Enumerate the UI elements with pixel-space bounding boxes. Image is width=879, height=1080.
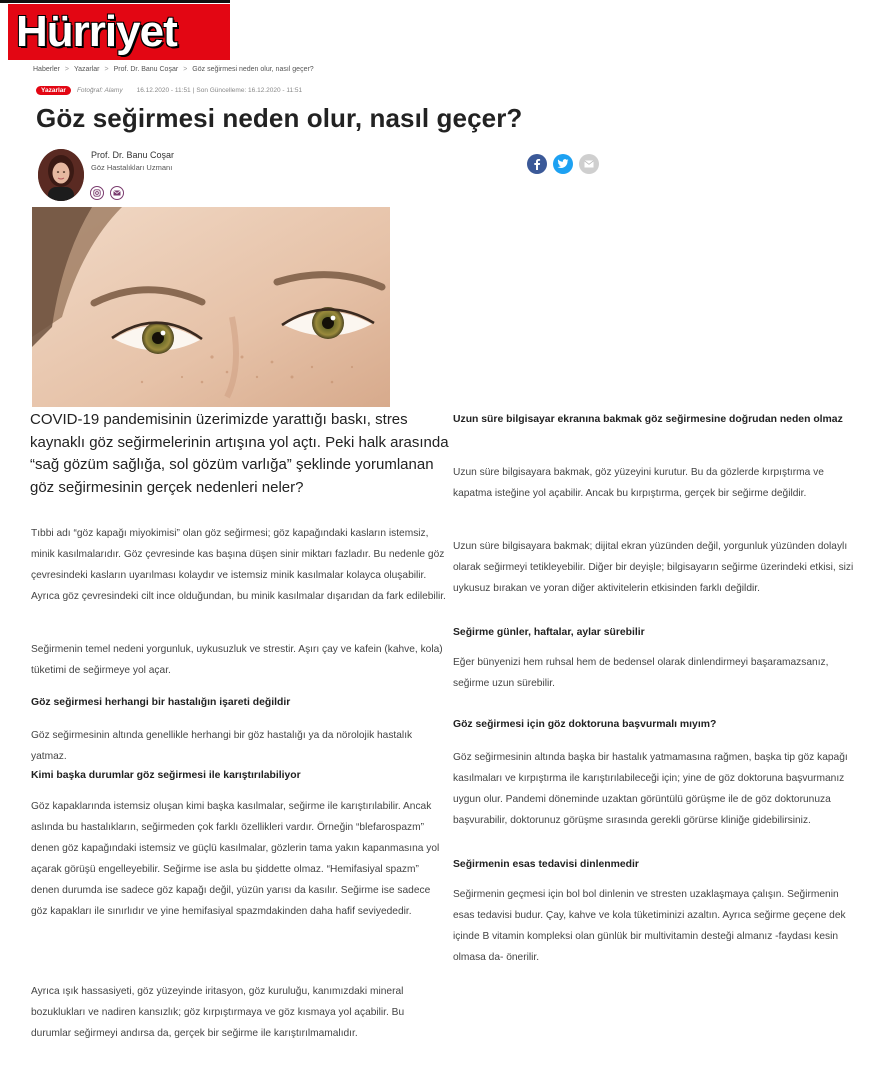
breadcrumb-item-home[interactable]: Haberler <box>33 66 60 73</box>
breadcrumb <box>33 66 314 73</box>
right-paragraph-2: Uzun süre bilgisayara bakmak; dijital ekran yüzünden değil, yorgunluk yüzünden dolaylı olarak seğirmeyi tetikleyebilir. Diğer bir deyişle; bilgisayarın seğirme üzerindeki etkisi, sizi uykusuz bırakan ve yoran diğer aktivitelerin etkisinden farklı değildir. <box>453 541 854 594</box>
left-heading-1: Göz seğirmesi herhangi bir hastalığın işareti değildir <box>31 697 291 708</box>
logo-top-border <box>0 0 230 3</box>
twitter-icon[interactable] <box>553 154 573 174</box>
left-paragraph-5: Ayrıca ışık hassasiyeti, göz yüzeyinde iritasyon, göz kuruluğu, kanımızdaki mineral bozuklukları ve nadiren kansızlık; göz kırpıştırmaya ve göz kısmaya yol açabilir. Bu durumlar seğirmeyi andırsa da, gerçek bir seğirme ile karıştırılmamalıdır. <box>31 986 405 1039</box>
article-meta <box>36 85 302 96</box>
site-logo[interactable] <box>8 4 230 60</box>
right-heading-2: Seğirme günler, haftalar, aylar sürebilir <box>453 627 645 638</box>
category-badge[interactable]: Yazarlar <box>36 86 71 95</box>
left-heading-2: Kimi başka durumlar göz seğirmesi ile karıştırılabiliyor <box>31 770 301 781</box>
right-paragraph-4: Göz seğirmesinin altında başka bir hastalık yatmamasına rağmen, başka tip göz kapağı kasılmaları ve kırpıştırma ile karıştırılabileceği için; yine de göz doktoruna başvurmanız uygun olur. Pandemi döneminde uzaktan görüntülü görüşme ile de göz doktorunuza başvurabilir, doktorunuz görüşme sırasında gerekli görürse kliniğe gidebilirsiniz. <box>453 752 848 826</box>
right-paragraph-5: Seğirmenin geçmesi için bol bol dinlenin ve stresten uzaklaşmaya çalışın. Seğirmenin esas tedavisi budur. Çay, kahve ve kola tüketiminizi azaltın. Ayrıca seğirme geçene dek içinde B vitamin kompleksi olan günlük bir multivitamin desteği almanız -faydası kesin olmasa da- önerilir. <box>453 889 846 963</box>
right-paragraph-3: Eğer bünyenizi hem ruhsal hem de bedensel olarak dinlendirmeyi başaramazsanız, seğirme uzun sürebilir. <box>453 657 829 689</box>
mail-share-icon[interactable] <box>579 154 599 174</box>
left-paragraph-3: Göz seğirmesinin altında genellikle herhangi bir göz hastalığı ya da nörolojik hastalık yatmaz. <box>31 730 413 762</box>
author-social-links <box>90 186 124 200</box>
left-paragraph-1: Tıbbi adı “göz kapağı miyokimisi” olan göz seğirmesi; göz kapağındaki kasların istemsiz, minik kasılmalarıdır. Göz çevresinde kas başına düşen sinir miktarı fazladır. Bu nedenle göz çevresindeki kasların uyarılması kolaydır ve istemsiz minik kasılmalar kolayca oluşabilir. Ayrıca göz çevresindeki cilt ince olduğundan, bu minik kasılmalar dışarıdan da fark edilebilir. <box>31 528 446 602</box>
instagram-icon[interactable] <box>90 186 104 200</box>
author-name[interactable]: Prof. Dr. Banu Coşar <box>91 150 175 160</box>
publish-date: 16.12.2020 - 11:51 <box>136 87 191 94</box>
article-title: Göz seğirmesi neden olur, nasıl geçer? <box>36 103 523 133</box>
share-bar <box>527 154 599 174</box>
photo-credit: Fotoğraf: Alamy <box>76 87 123 94</box>
breadcrumb-separator: > <box>64 66 69 73</box>
breadcrumb-item-current: Göz seğirmesi neden olur, nasıl geçer? <box>192 66 314 73</box>
meta-divider: | <box>192 87 195 94</box>
article-lead: COVID-19 pandemisinin üzerimizde yarattığı baskı, stres kaynaklı göz seğirmelerinin artışına yol açtı. Peki halk arasında “sağ gözüm sağlığa, sol gözüm varlığa” şeklinde yorumlanan göz seğirmesinin gerçek nedenleri neler? <box>30 411 449 496</box>
right-heading-3: Göz seğirmesi için göz doktoruna başvurmalı mıyım? <box>453 719 717 730</box>
breadcrumb-item-authors[interactable]: Yazarlar <box>73 66 100 73</box>
breadcrumb-item-author[interactable]: Prof. Dr. Banu Coşar <box>113 66 179 73</box>
left-paragraph-4: Göz kapaklarında istemsiz oluşan kimi başka kasılmalar, seğirme ile karıştırılabilir. Ancak aslında bu hastalıkların, seğirmeden çok farklı özellikleri vardır. Örneğin “blefarospazm” denen göz kapağındaki istemsiz ve güçlü kasılmalar, gözlerin tama yakın kapanmasına yol açarak görüşü engelleyebilir. Seğirme ise asla bu şiddette olmaz. “Hemifasiyal spazm” denen durumda ise sadece göz kapağı değil, yüzün yarısı da kasılır. Seğirme ise sadece göz kapakları ile sınırlıdır ve yine hemifasiyal spazmdakinden daha hafif seviyededir. <box>31 801 440 917</box>
breadcrumb-separator: > <box>104 66 109 73</box>
mail-icon[interactable] <box>110 186 124 200</box>
right-heading-1: Uzun süre bilgisayar ekranına bakmak göz seğirmesine doğrudan neden olmaz <box>453 414 843 425</box>
author-title: Göz Hastalıkları Uzmanı <box>91 163 173 172</box>
left-paragraph-2: Seğirmenin temel nedeni yorgunluk, uykusuzluk ve strestir. Aşırı çay ve kafein (kahve, kola) tüketimi de seğirmeye yol açar. <box>31 644 443 676</box>
article-hero-image <box>32 207 390 407</box>
updated-date: Son Güncelleme: 16.12.2020 - 11:51 <box>196 87 303 94</box>
breadcrumb-separator: > <box>183 66 188 73</box>
right-heading-4: Seğirmenin esas tedavisi dinlenmedir <box>453 859 639 870</box>
author-avatar[interactable] <box>38 149 84 201</box>
right-paragraph-1: Uzun süre bilgisayara bakmak, göz yüzeyini kurutur. Bu da gözlerde kırpıştırma ve kapatma isteğine yol açabilir. Ancak bu kırpıştırma, gerçek bir seğirme değildir. <box>453 467 824 499</box>
facebook-icon[interactable] <box>527 154 547 174</box>
logo-text: Hürriyet <box>16 7 177 56</box>
